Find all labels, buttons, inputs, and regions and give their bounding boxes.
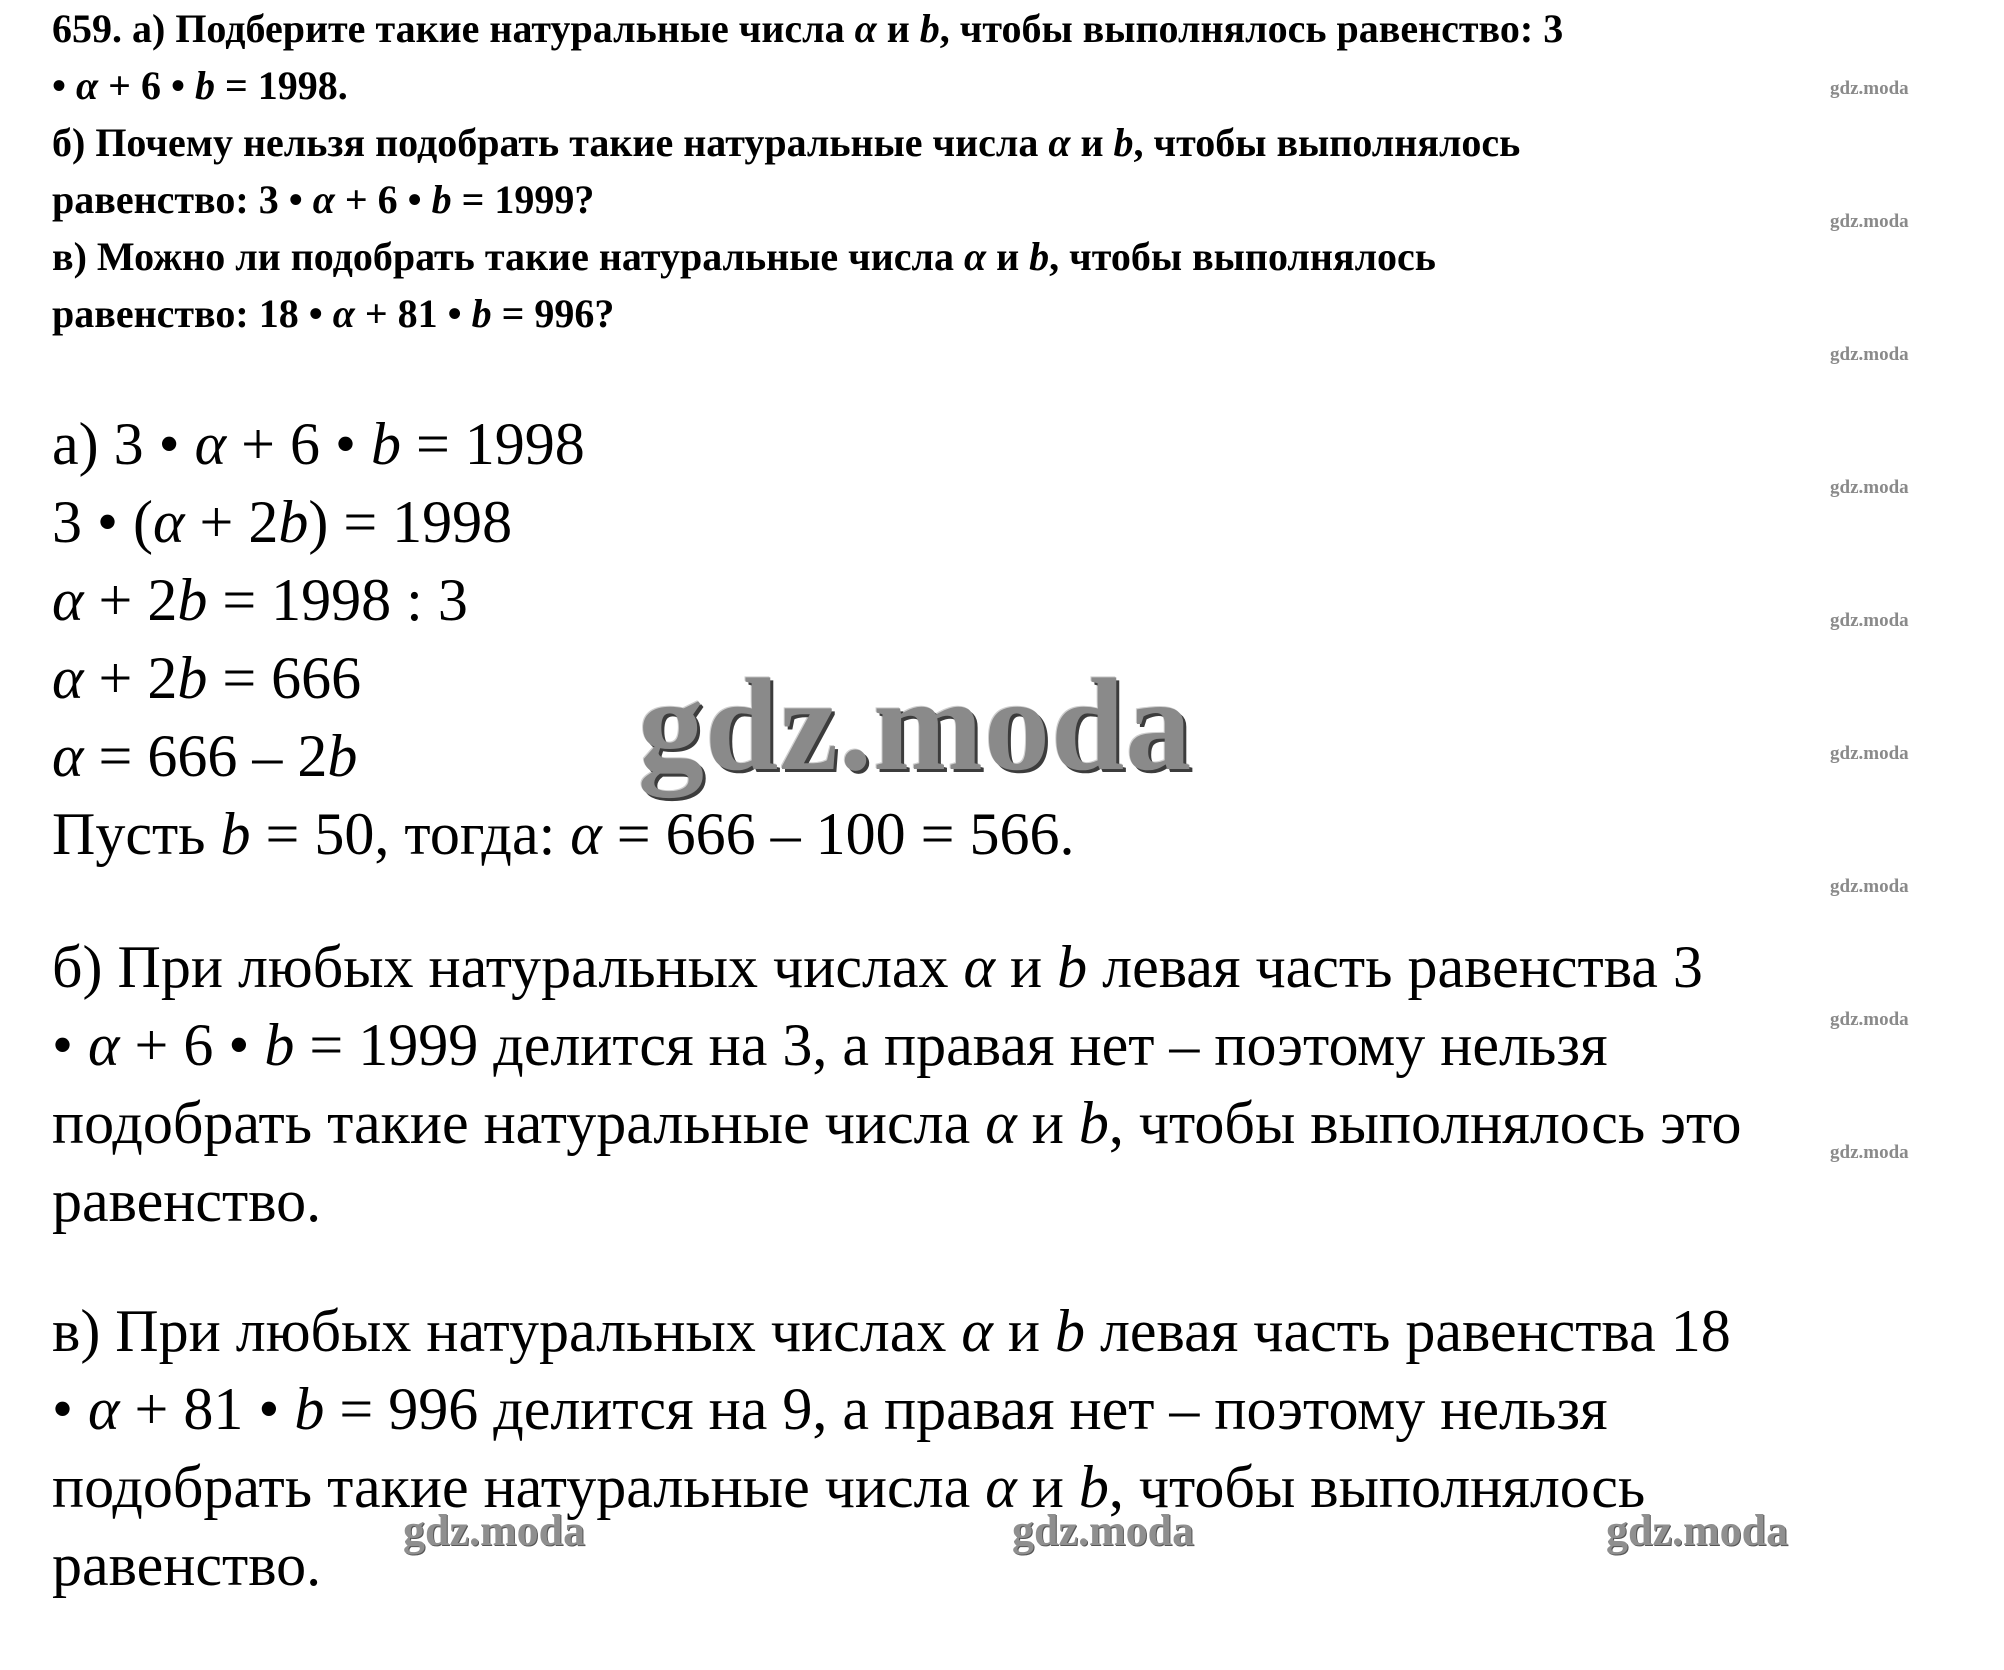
problem-statement [52, 0, 1972, 342]
watermark: gdz.moda [1830, 344, 1909, 365]
solution-line: б) При любых натуральных числах α и b левая часть равенства 3 [52, 934, 1703, 1000]
solution-line: α + 2b = 666 [52, 645, 362, 711]
watermark: gdz.moda [1830, 610, 1909, 631]
watermark: gdz.moda [1830, 876, 1909, 897]
watermark: gdz.moda [403, 1506, 586, 1555]
solution-line: • α + 81 • b = 996 делится на 9, а правая нет – поэтому нельзя [52, 1376, 1608, 1442]
problem-line: б) Почему нельзя подобрать такие натуральные числа α и b, чтобы выполнялось [52, 120, 1521, 165]
solution-b [52, 928, 1972, 1240]
solution-line: подобрать такие натуральные числа α и b, чтобы выполнялось [52, 1454, 1646, 1520]
watermark: gdz.moda [1606, 1506, 1789, 1555]
solution-line: 3 • (α + 2b) = 1998 [52, 489, 513, 555]
solution-line: α = 666 – 2b [52, 723, 358, 789]
solution-line: равенство. [52, 1532, 322, 1598]
solution-line: α + 2b = 1998 : 3 [52, 567, 468, 633]
watermark: gdz.moda [1830, 211, 1909, 232]
watermark-large: gdz.moda [638, 651, 1193, 798]
watermark: gdz.moda [1830, 743, 1909, 764]
problem-line: равенство: 18 • α + 81 • b = 996? [52, 291, 615, 336]
watermark: gdz.moda [1830, 78, 1909, 99]
problem-line: равенство: 3 • α + 6 • b = 1999? [52, 177, 595, 222]
watermark: gdz.moda [1830, 477, 1909, 498]
solution-line: Пусть b = 50, тогда: α = 666 – 100 = 566. [52, 801, 1075, 867]
solution-line: • α + 6 • b = 1999 делится на 3, а правая нет – поэтому нельзя [52, 1012, 1608, 1078]
solution-a [52, 405, 1972, 873]
watermark: gdz.moda [1830, 1009, 1909, 1030]
problem-line: в) Можно ли подобрать такие натуральные числа α и b, чтобы выполнялось [52, 234, 1436, 279]
solution-line: в) При любых натуральных числах α и b левая часть равенства 18 [52, 1298, 1731, 1364]
watermark: gdz.moda [1830, 1142, 1909, 1163]
problem-line: • α + 6 • b = 1998. [52, 63, 348, 108]
problem-line: 659. а) Подберите такие натуральные числа α и b, чтобы выполнялось равенство: 3 [52, 6, 1564, 51]
solution-line: подобрать такие натуральные числа α и b, чтобы выполнялось это [52, 1090, 1742, 1156]
watermark: gdz.moda [1012, 1506, 1195, 1555]
solution-c [52, 1292, 1972, 1604]
solution-line: а) 3 • α + 6 • b = 1998 [52, 411, 585, 477]
solution-line: равенство. [52, 1168, 322, 1234]
